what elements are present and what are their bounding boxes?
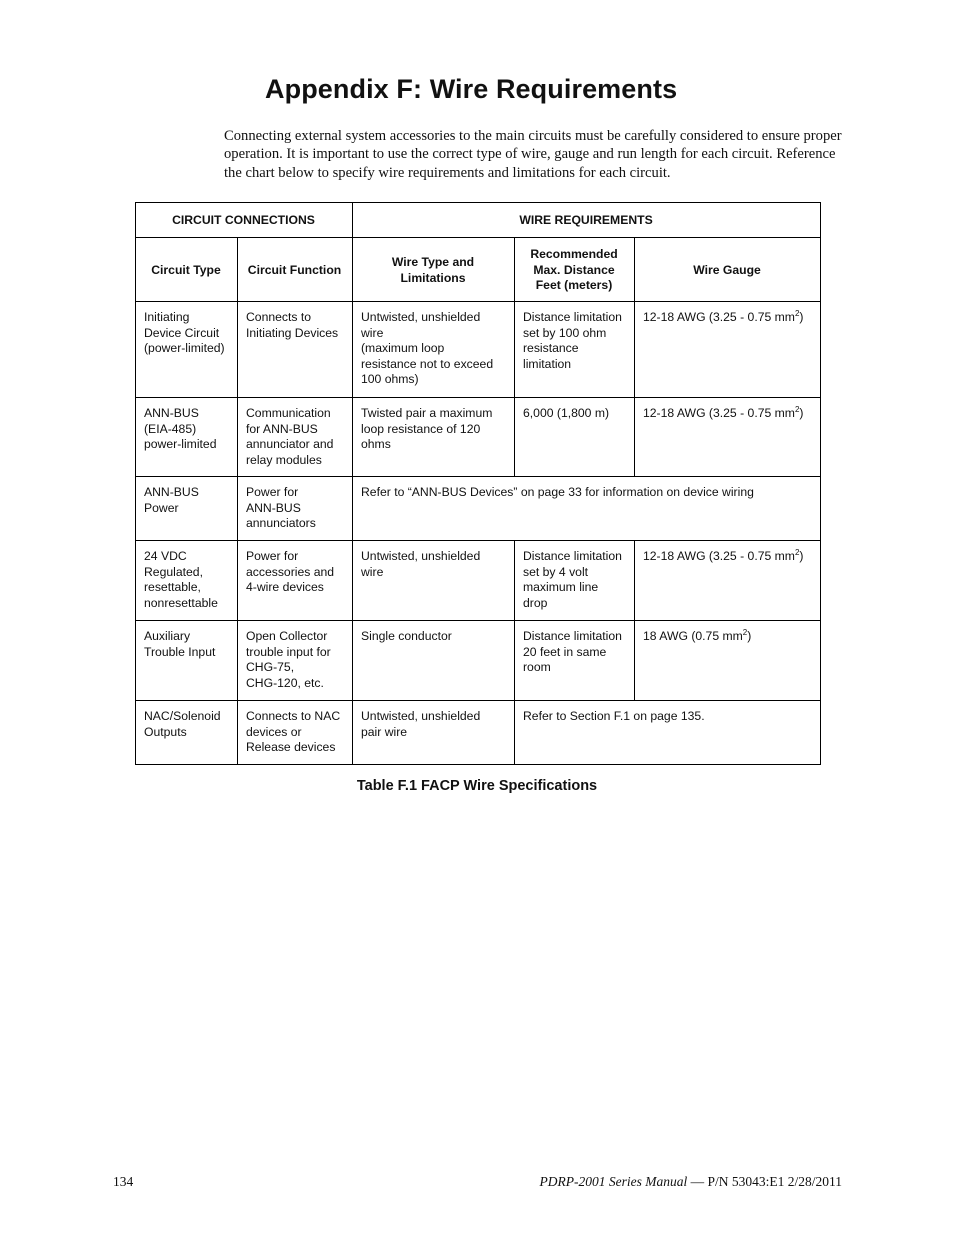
cell-line: Trouble Input [144,644,216,659]
cell-line: CHG-75, [246,660,295,675]
header-line: Max. Distance [533,262,615,277]
cell-line: Untwisted, unshielded [361,310,481,324]
cell-wire-type [353,302,515,398]
cell-line: 24 VDC [144,549,187,563]
cell-line: Device Circuit [144,325,220,340]
header-line: Wire Type and [391,254,475,269]
cell-line: Initiating Devices [246,325,339,340]
cell-line: Single conductor [361,629,452,643]
table-row [136,477,821,541]
cell-line: drop [523,595,548,610]
wire-requirements-table [135,202,821,765]
cell-line: Untwisted, unshielded [361,709,481,723]
column-header-circuit-type: Circuit Type [136,238,238,302]
cell-wire-type [353,621,515,701]
cell-line: NAC/Solenoid [144,709,221,723]
group-header-row [136,203,821,238]
cell-line: resistance [523,341,579,356]
cell-circuit-function [238,701,353,765]
cell-line: Power for [246,485,299,499]
cell-line: ohms [361,437,391,452]
cell-line: maximum line [523,580,599,595]
cell-line: Distance limitation [523,629,622,643]
intro-paragraph: Connecting external system accessories to the main circuits must be carefully considered to ensure proper operation. It is important to use the correct type of wire, gauge and run length for each circuit. Reference the chart below to specify wire requirements and limitations for each circuit. [224,128,842,181]
cell-line: devices or [246,724,302,739]
cell-circuit-type [136,398,238,477]
table-caption: Table F.1 FACP Wire Specifications [356,778,598,794]
cell-line: Regulated, [144,564,203,579]
cell-line: CHG-120, etc. [246,675,324,690]
cell-circuit-function [238,541,353,621]
cell-line: ANN-BUS [246,500,301,515]
cell-line: loop resistance of 120 [361,421,481,436]
cell-line: Initiating [144,310,190,324]
cell-line: for ANN-BUS [246,421,318,436]
gauge-superscript: 2 [742,628,748,637]
cell-wire-gauge [635,621,821,701]
cell-line: Power [144,500,179,515]
gauge-text: 12-18 AWG (3.25 - 0.75 mm [643,406,795,420]
cell-line: set by 100 ohm [523,325,607,340]
cell-circuit-type [136,621,238,701]
cell-line: room [523,660,551,675]
column-header-wire-gauge: Wire Gauge [635,238,821,302]
gauge-text-end: ) [799,549,804,563]
cell-line: ANN-BUS [144,485,199,499]
table-row [136,541,821,621]
cell-max-distance [515,398,635,477]
cell-line: 100 ohms) [361,372,419,387]
gauge-text: 12-18 AWG (3.25 - 0.75 mm [643,549,795,563]
cell-line: 20 feet in same [523,644,607,659]
cell-circuit-type [136,302,238,398]
cell-circuit-type [136,541,238,621]
part-number: — P/N 53043:E1 2/28/2011 [690,1174,842,1189]
cell-line: relay modules [246,452,322,467]
manual-title: PDRP-2001 Series Manual [539,1174,688,1189]
cell-line: resettable, [144,580,201,595]
cell-line: Power for [246,549,299,563]
cell-line: 4-wire devices [246,580,324,595]
cell-line: Release devices [246,740,336,755]
cell-line: Untwisted, unshielded [361,549,481,563]
column-header-wire-type [353,238,515,302]
cell-wire-type [353,541,515,621]
cell-circuit-type [136,477,238,541]
gauge-text-end: ) [747,629,752,643]
cell-line: Open Collector [246,629,328,643]
cell-max-distance [515,541,635,621]
cell-wire-type [353,398,515,477]
cell-line: accessories and [246,564,335,579]
cell-line: Communication [246,406,331,420]
header-line: Limitations [400,270,466,285]
cell-line: (maximum loop [361,341,445,356]
page-title: Appendix F: Wire Requirements [265,74,678,104]
gauge-text-end: ) [799,406,804,420]
column-header-max-distance [515,238,635,302]
cell-line: wire [361,325,384,340]
cell-line: Distance limitation [523,310,622,324]
cell-reference-note: Refer to Section F.1 on page 135. [515,701,821,765]
gauge-superscript: 2 [794,309,800,318]
table-row [136,398,821,477]
gauge-text-end: ) [799,310,804,324]
cell-circuit-function [238,398,353,477]
cell-wire-type [353,701,515,765]
cell-circuit-function [238,477,353,541]
cell-line: Distance limitation [523,549,622,563]
cell-line: ANN-BUS [144,406,199,420]
cell-wire-gauge [635,398,821,477]
cell-line: 6,000 (1,800 m) [523,406,610,420]
column-header-circuit-function: Circuit Function [238,238,353,302]
gauge-superscript: 2 [794,548,800,557]
cell-line: Twisted pair a maximum [361,406,493,420]
cell-reference-note: Refer to “ANN-BUS Devices” on page 33 for information on device wiring [353,477,821,541]
cell-line: annunciator and [246,437,334,452]
cell-line: pair wire [361,724,408,739]
cell-line: resistance not to exceed [361,356,494,371]
column-header-row [136,238,821,302]
gauge-text: 18 AWG (0.75 mm [643,629,743,643]
gauge-text: 12-18 AWG (3.25 - 0.75 mm [643,310,795,324]
cell-line: Auxiliary [144,629,191,643]
table-row [136,701,821,765]
gauge-superscript: 2 [794,405,800,414]
cell-line: nonresettable [144,595,218,610]
cell-wire-gauge [635,302,821,398]
group-header-circuit-connections: CIRCUIT CONNECTIONS [136,203,353,238]
table-row [136,621,821,701]
cell-line: limitation [523,356,572,371]
cell-line: wire [361,564,384,579]
cell-circuit-function [238,621,353,701]
cell-line: (EIA-485) [144,421,197,436]
cell-circuit-function [238,302,353,398]
table-row [136,302,821,398]
cell-line: Outputs [144,724,187,739]
cell-max-distance [515,621,635,701]
group-header-wire-requirements: WIRE REQUIREMENTS [353,203,821,238]
cell-wire-gauge [635,541,821,621]
cell-max-distance [515,302,635,398]
cell-circuit-type [136,701,238,765]
cell-line: Connects to NAC [246,709,341,723]
cell-line: annunciators [246,516,316,531]
cell-line: Connects to [246,310,312,324]
cell-line: (power-limited) [144,341,225,356]
footer-manual-info [540,1174,843,1190]
page-number: 134 [113,1174,134,1189]
header-line: Recommended [530,247,618,262]
cell-line: set by 4 volt [523,564,589,579]
cell-line: trouble input for [246,644,331,659]
header-line: Feet (meters) [535,278,613,293]
cell-line: power-limited [144,437,217,452]
